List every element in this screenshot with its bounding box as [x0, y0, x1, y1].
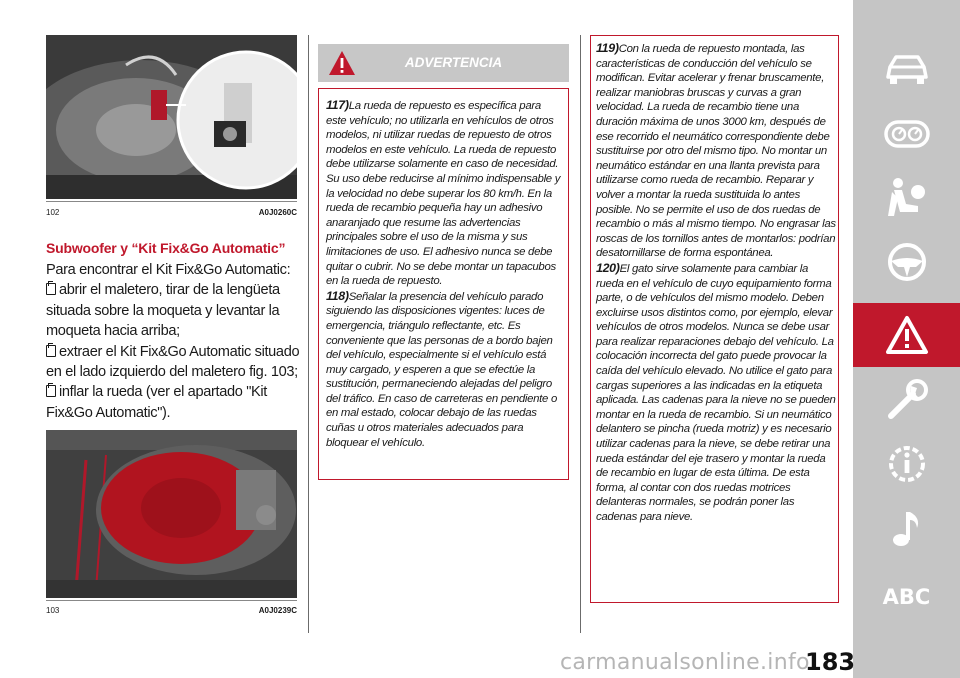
sidebar-item-maintenance[interactable]: [853, 368, 960, 432]
figure-code: A0J0239C: [258, 606, 297, 615]
steering-wheel-icon: [886, 241, 928, 283]
wrench-icon: [885, 378, 929, 422]
warning-title: ADVERTENCIA: [404, 55, 503, 70]
dashboard-gauges-icon: [884, 119, 930, 149]
fixgo-kit-photo: [46, 430, 297, 598]
figure-103-rule: [46, 600, 297, 601]
step-1: abrir el maletero, tirar de la lengüeta situada sobre la moqueta y levantar la moqueta hacia arriba;: [46, 282, 280, 340]
seat-airbag-icon: [884, 176, 930, 220]
chapter-sidebar: [853, 0, 960, 678]
figure-number: 102: [46, 208, 60, 217]
sidebar-item-vehicle[interactable]: [853, 38, 960, 102]
warning-item-117: 117)La rueda de repuesto es específica para este vehículo; no utilizarla en vehículos de otros modelos, ni utilizar ruedas de repuesto de otros modelos en este vehículo. La rueda de repuesto debe utilizarse solamente en caso de necesidad. Su uso debe reducirse al mínimo indispensable y la velocidad no debe superar los 80 km/h. En la rueda de recambio pequeña hay un adhesivo anaranjado que resume las advertencias principales sobre el uso de la misma y sus limitaciones de uso. El adhesivo nunca se debe quitar o cubrir. No se debe montar un tapacubos en la rueda de repuesto.: [326, 98, 561, 288]
sidebar-item-dashboard[interactable]: [853, 102, 960, 166]
section-body: [46, 260, 304, 423]
column-divider: [308, 35, 309, 633]
music-note-icon: [889, 506, 925, 550]
sidebar-item-technical-data[interactable]: [853, 432, 960, 496]
figure-103-image: [46, 430, 297, 598]
checkbox-bullet-icon: [46, 283, 56, 295]
sidebar-item-index[interactable]: ABC: [882, 585, 931, 609]
sidebar-item-multimedia[interactable]: [853, 496, 960, 560]
watermark: carmanualsonline.info: [560, 650, 810, 675]
sidebar-item-safety[interactable]: [853, 166, 960, 230]
section-title: Subwoofer y “Kit Fix&Go Automatic”: [46, 240, 286, 256]
warning-text-column-1: [326, 98, 564, 450]
figure-code: A0J0260C: [258, 208, 297, 217]
warning-item-119: 119)Con la rueda de repuesto montada, las características de conducción del vehículo se modifican. Evitar acelerar y frenar bruscamente, realizar maniobras bruscas y curvas a gran velocidad. La rueda de recambio tiene una duración máxima de unos 3000 km, después de ese recorrido el neumático correspondiente debe sustituirse por otro del mismo tipo. No montar un neumático estándar en una llanta prevista para utilizarse como rueda de recambio. Reparar y volver a montar la rueda sustituida lo antes posible. No se permite el uso de dos ruedas de recambio o más al mismo tiempo. No engrasar las roscas de los tornillos antes de montarlos: podrían desatornillarse de forma espontánea.: [596, 41, 836, 260]
step-3: inflar la rueda (ver el apartado "Kit Fix&Go Automatic").: [46, 384, 268, 421]
figure-number: 103: [46, 606, 60, 615]
sidebar-item-driving[interactable]: [853, 230, 960, 294]
section-intro: Para encontrar el Kit Fix&Go Automatic:: [46, 262, 291, 278]
car-icon: [884, 53, 930, 87]
info-gear-icon: [885, 442, 929, 486]
checkbox-bullet-icon: [46, 385, 56, 397]
warning-item-120: 120)El gato sirve solamente para cambiar la rueda en el vehículo de cuyo equipamiento forma parte, o de vehículos del mismo modelo. Deben excluirse usos distintos como, por ejemplo, elevar vehículos de otros modelos. Nunca se debe usar para realizar reparaciones debajo del vehículo. La colocación incorrecta del gato puede provocar la caída del vehículo elevado. No utilice el gato para cargas superiores a las indicadas en la etiqueta aplicada. Las cadenas para la nieve no se pueden montar en la rueda de recambio. Si un neumático delantero se pincha (rueda motriz) y es necesario utilizar cadenas para la nieve, se debe retirar una rueda estándar del eje trasero y montar la rueda de recambio en lugar de esta última. De esta forma, al contar con dos ruedas motrices delanteras normales, se podrán poner las cadenas para nieve.: [596, 260, 836, 523]
sidebar-item-emergency[interactable]: [853, 303, 960, 367]
column-divider: [580, 35, 581, 633]
spare-wheel-photo: [46, 35, 297, 199]
warning-header: [318, 44, 569, 82]
warning-item-118: 118)Señalar la presencia del vehículo parado siguiendo las disposiciones vigentes: luces de emergencia, triángulo reflectante, etc. Es conveniente que las personas de a bordo bajen del vehículo, especialmente si el vehículo está muy cargado, y esperen a que se efectúe la sustitución, permaneciendo alejadas del peligro del tráfico. En caso de carreteras en pendiente o en mal estado, colocar debajo de las ruedas cuñas u otros materiales adecuados para bloquear el vehículo.: [326, 288, 557, 449]
figure-102-rule: [46, 201, 297, 202]
step-2: extraer el Kit Fix&Go Automatic situado en el lado izquierdo del maletero fig. 103;: [46, 343, 300, 381]
page-number: 183: [805, 648, 856, 676]
figure-102-image: [46, 35, 297, 199]
warning-text-column-2: [596, 41, 836, 525]
warning-triangle-icon: [885, 315, 929, 355]
checkbox-bullet-icon: [46, 345, 56, 357]
